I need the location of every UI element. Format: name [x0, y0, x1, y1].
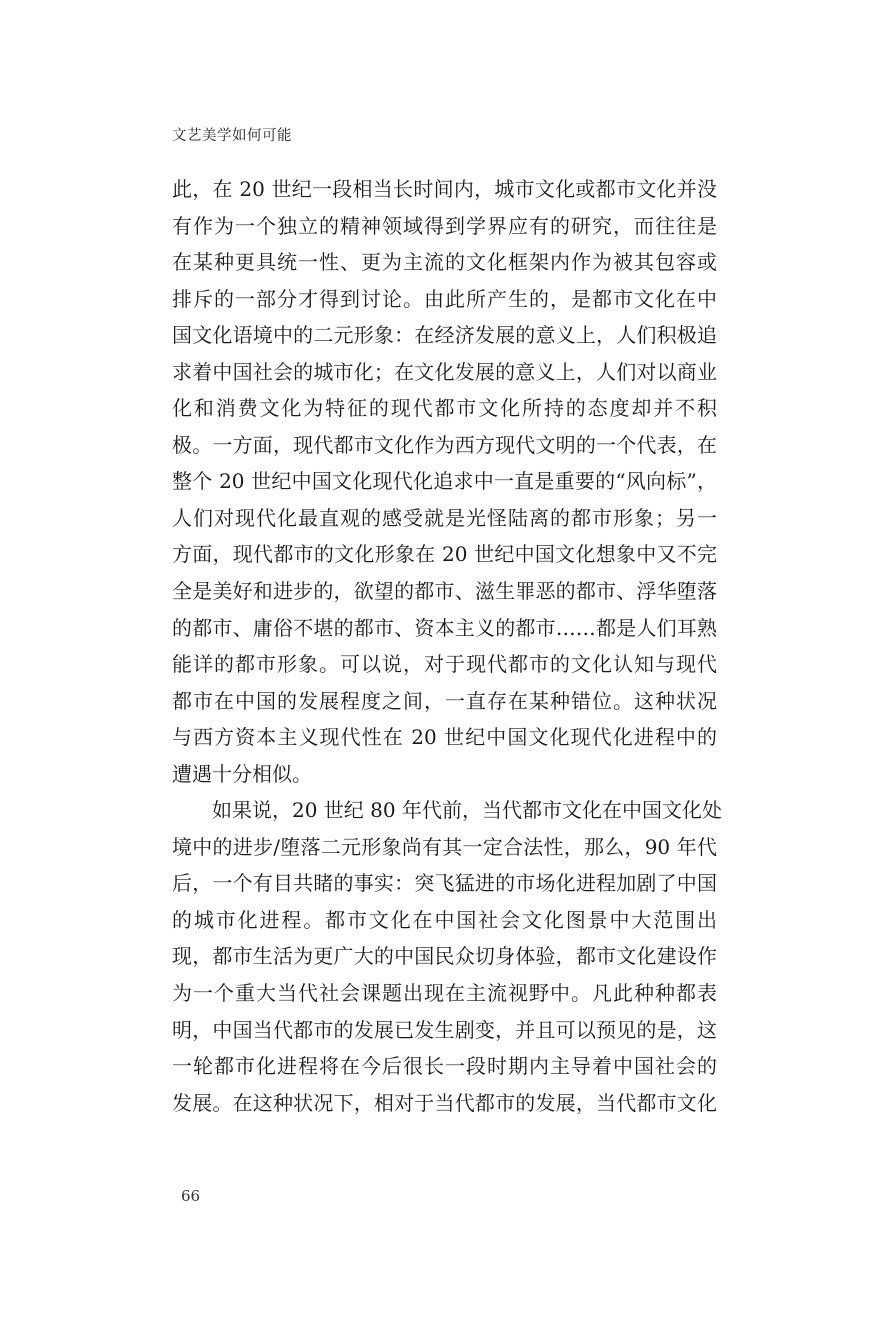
text-line: 在某种更具统一性、更为主流的文化框架内作为被其包容或: [172, 250, 717, 275]
running-header: 文艺美学如何可能: [172, 128, 292, 144]
text-line: 极。一方面，现代都市文化作为西方现代文明的一个代表，在: [172, 432, 717, 457]
text-line: 排斥的一部分才得到讨论。由此所产生的，是都市文化在中: [172, 286, 717, 311]
text-line: 现，都市生活为更广大的中国民众切身体验，都市文化建设作: [172, 944, 717, 969]
text-line: 后，一个有目共睹的事实：突飞猛进的市场化进程加剧了中国: [172, 871, 717, 896]
text-line: 有作为一个独立的精神领域得到学界应有的研究，而往往是: [172, 213, 717, 238]
text-line: 人们对现代化最直观的感受就是光怪陆离的都市形象；另一: [172, 505, 717, 530]
text-line: 明，中国当代都市的发展已发生剧变，并且可以预见的是，这: [172, 1017, 717, 1042]
text-line: 整个 20 世纪中国文化现代化追求中一直是重要的“风向标”，: [172, 469, 717, 494]
page-number: 66: [181, 1187, 201, 1205]
text-line: 与西方资本主义现代性在 20 世纪中国文化现代化进程中的: [172, 725, 717, 750]
text-line: 境中的进步/堕落二元形象尚有其一定合法性，那么，90 年代: [172, 834, 717, 859]
paragraph-start-line: 如果说，20 世纪 80 年代前，当代都市文化在中国文化处: [172, 798, 722, 823]
text-line: 能详的都市形象。可以说，对于现代都市的文化认知与现代: [172, 652, 717, 677]
text-line: 一轮都市化进程将在今后很长一段时期内主导着中国社会的: [172, 1054, 717, 1079]
text-line: 都市在中国的发展程度之间，一直存在某种错位。这种状况: [172, 688, 717, 713]
text-line: 为一个重大当代社会课题出现在主流视野中。凡此种种都表: [172, 981, 717, 1006]
text-line: 此，在 20 世纪一段相当长时间内，城市文化或都市文化并没: [172, 177, 717, 201]
text-line: 的都市、庸俗不堪的都市、资本主义的都市……都是人们耳熟: [172, 615, 717, 640]
text-line: 国文化语境中的二元形象：在经济发展的意义上，人们积极追: [172, 323, 717, 348]
text-line: 的城市化进程。都市文化在中国社会文化图景中大范围出: [172, 907, 717, 932]
text-line: 全是美好和进步的，欲望的都市、滋生罪恶的都市、浮华堕落: [172, 579, 717, 604]
text-line: 方面，现代都市的文化形象在 20 世纪中国文化想象中又不完: [172, 542, 717, 567]
text-line: 化和消费文化为特征的现代都市文化所持的态度却并不积: [172, 396, 717, 421]
body-text: [172, 171, 722, 1121]
text-line: 求着中国社会的城市化；在文化发展的意义上，人们对以商业: [172, 359, 717, 384]
paragraph-end-line: 遭遇十分相似。: [172, 761, 312, 786]
text-line: 发展。在这种状况下，相对于当代都市的发展，当代都市文化: [172, 1090, 717, 1115]
